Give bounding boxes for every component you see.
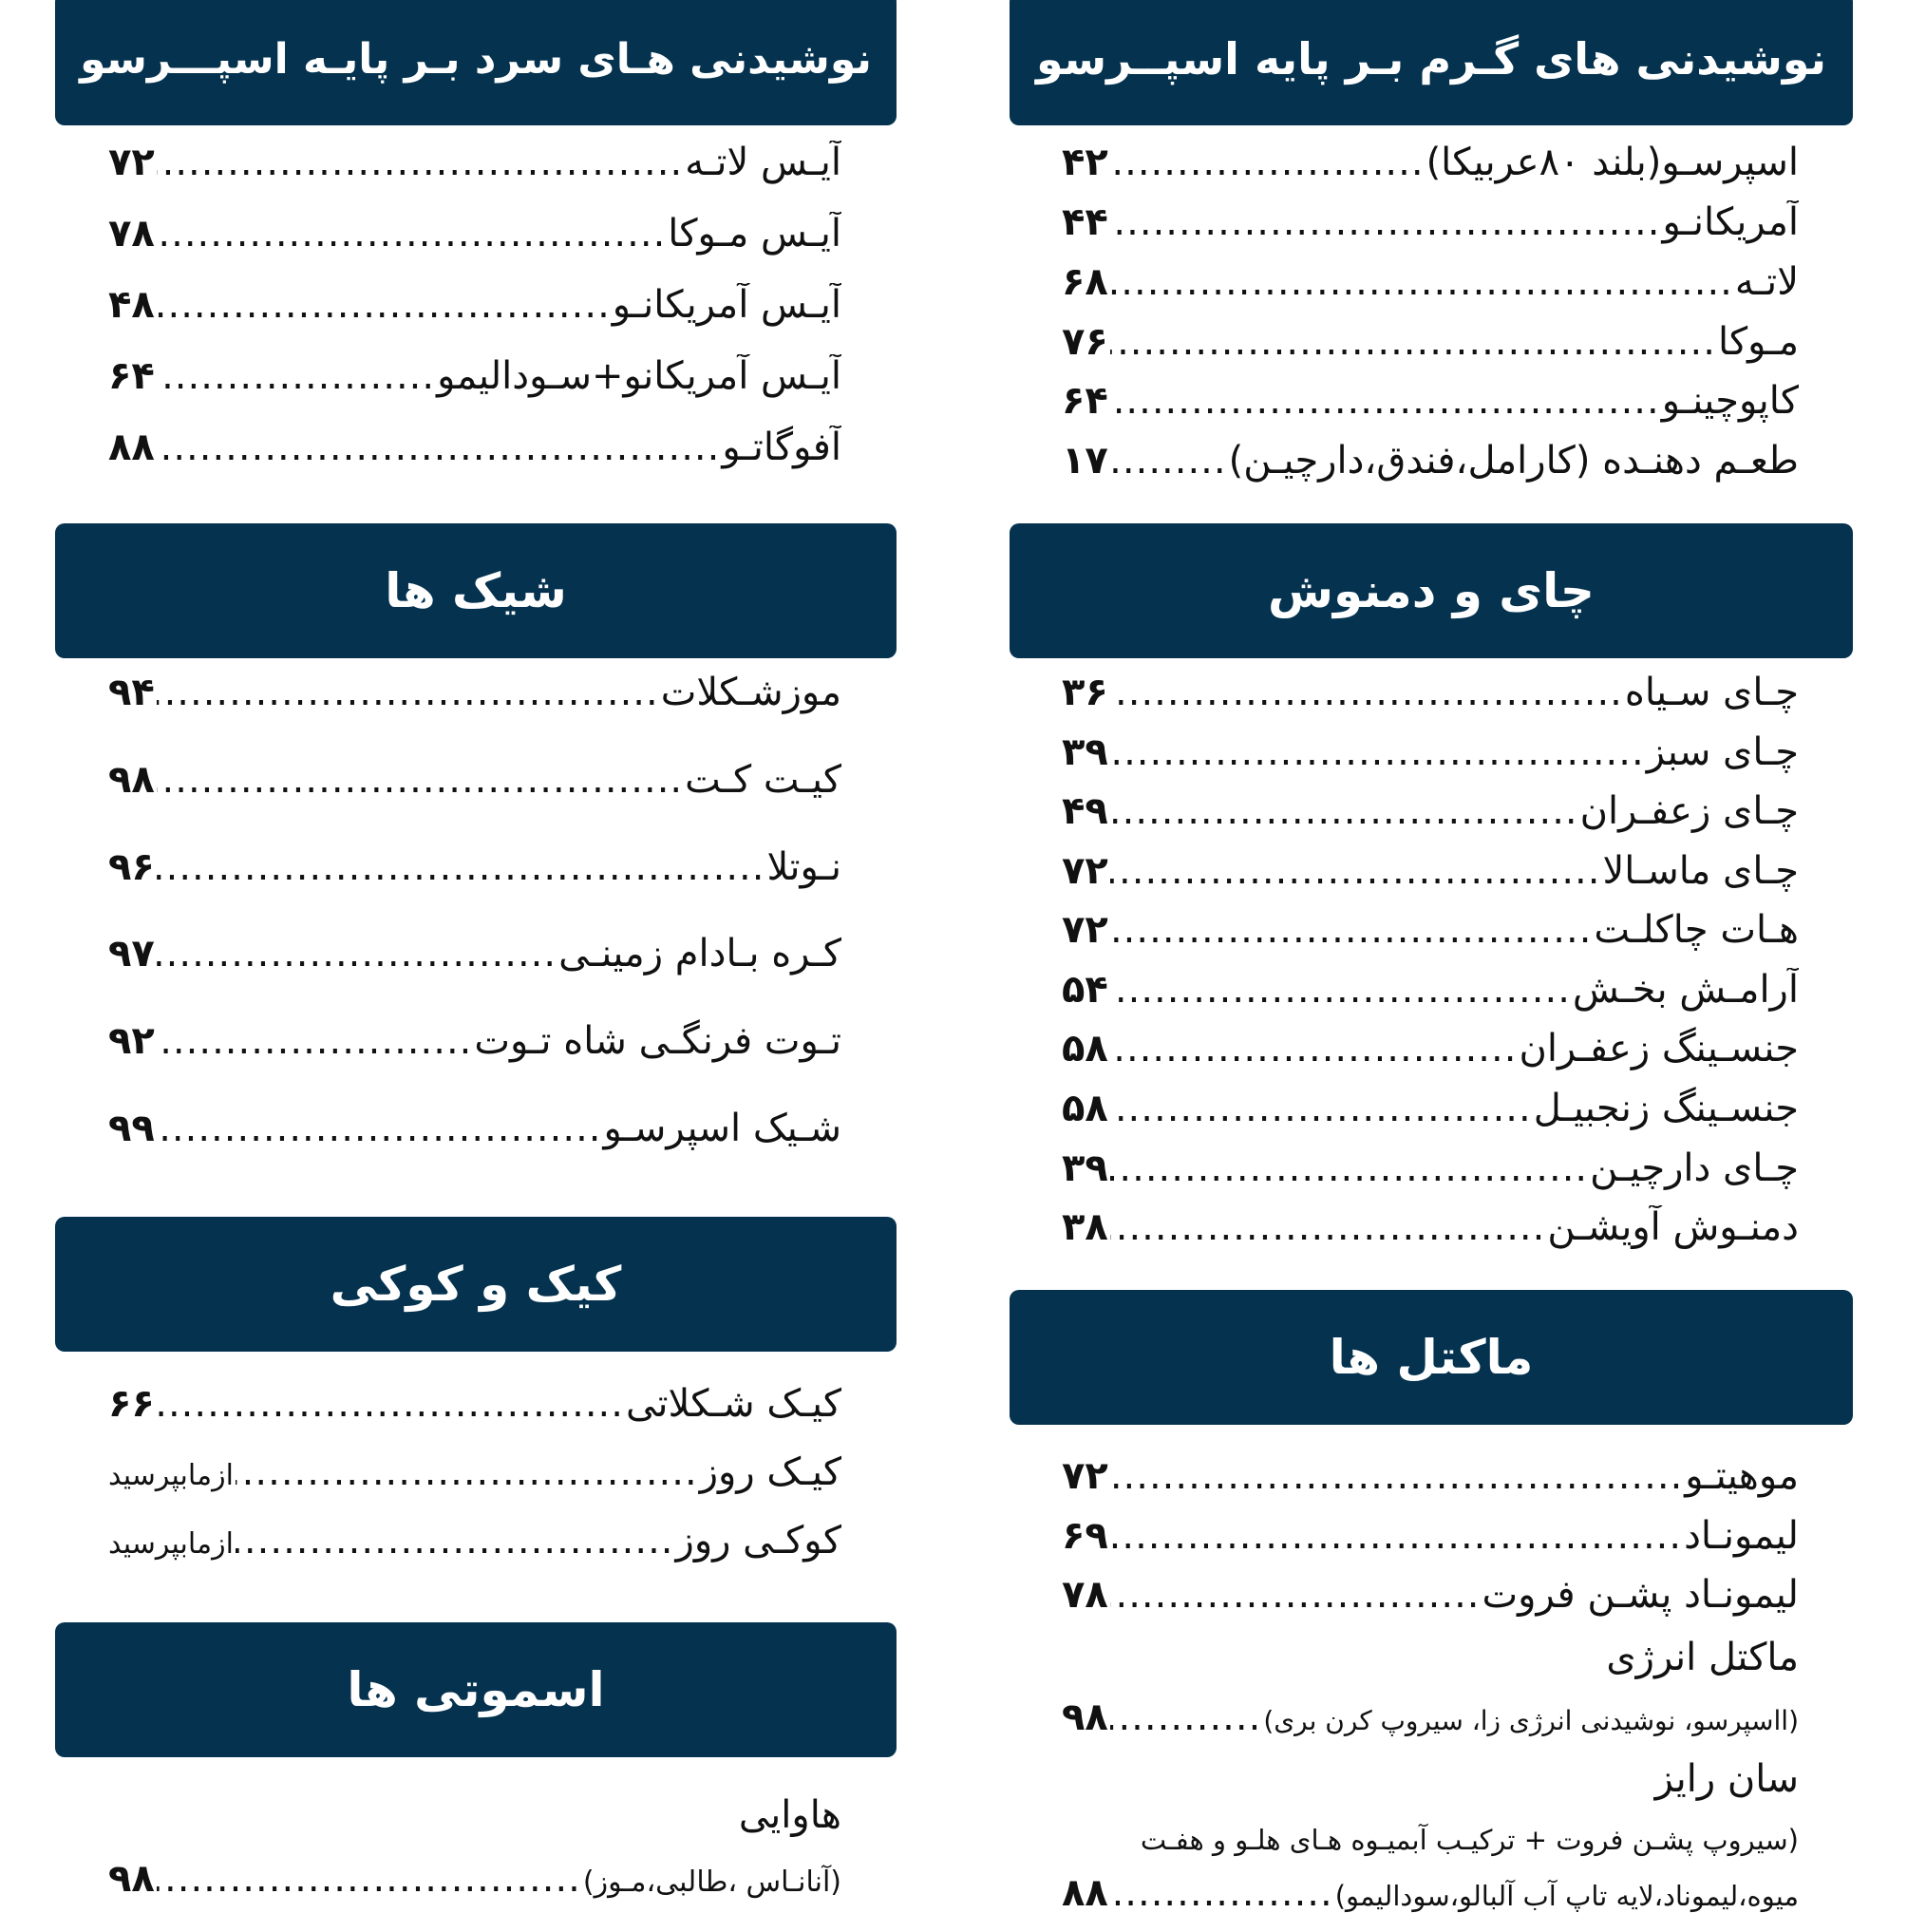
menu-item-row (108, 1450, 841, 1511)
leader-dots (157, 141, 683, 184)
leader-dots (1110, 260, 1733, 304)
item-name: اسپرسـو(بلند ۸۰عربیکا) (1426, 141, 1799, 184)
item-price: ۵۸ (1062, 1027, 1108, 1070)
leader-dots (1110, 789, 1578, 833)
leader-dots (1110, 1027, 1518, 1070)
item-name: کوکـی روز (675, 1519, 841, 1563)
item-name: آرامـش بخـش (1572, 968, 1799, 1012)
leader-dots (1110, 200, 1661, 244)
leader-dots (1110, 1695, 1262, 1739)
menu-item-row (1062, 671, 1799, 731)
item-name: مـوکا (1717, 320, 1799, 364)
item-price: ۳۸ (1062, 1205, 1108, 1249)
item-price: ۸۸ (1062, 1871, 1108, 1915)
item-price: ۴۲ (1062, 141, 1108, 184)
menu-item-row (1062, 1146, 1799, 1207)
menu-item-row (108, 426, 841, 486)
tea-title: چای و دمنوش (1268, 563, 1595, 618)
menu-item-row (1062, 379, 1799, 440)
item-name: چـای سـیاه (1624, 671, 1799, 714)
shakes-title: شیک ها (385, 563, 567, 618)
item-name: موهیتـو (1685, 1454, 1799, 1498)
menu-item-row (108, 1107, 841, 1167)
item-price: ۵۸ (1062, 1087, 1108, 1130)
item-name: آفوگاتـو (722, 426, 841, 469)
menu-item-row (108, 1519, 841, 1580)
menu-item-row (1062, 141, 1799, 201)
item-price: ۱۷ (1062, 439, 1108, 483)
leader-dots (1110, 730, 1645, 774)
item-price: ۴۴ (1062, 200, 1108, 244)
menu-item-row (1062, 1871, 1799, 1932)
item-name: چـای سبز (1646, 730, 1799, 774)
leader-dots (1110, 141, 1425, 184)
menu-item-row (108, 212, 841, 273)
menu-item-row (1062, 1695, 1799, 1756)
item-name: جنسـینگ زنجبیـل (1533, 1087, 1799, 1130)
hot-espresso-title: نوشیدنی های گـرم بـر پایه اسپــرسو (1036, 33, 1826, 85)
leader-dots (157, 1107, 602, 1150)
item-price: ۷۲ (1062, 849, 1108, 893)
hot-espresso-header (1010, 0, 1853, 125)
item-name: شـیک اسپرسـو (603, 1107, 841, 1150)
cold-espresso-title: نوشیدنی هـای سرد بـر پایـه اسپـــرسو (80, 34, 872, 84)
menu-item-row (1062, 1573, 1799, 1634)
menu-item-row (1062, 260, 1799, 321)
item-price: ۹۲ (108, 1019, 155, 1063)
menu-item-row (1062, 200, 1799, 261)
item-name: کیـک شـکلاتی (625, 1382, 841, 1426)
item-name: کاپوچینـو (1661, 379, 1799, 423)
item-price: ۷۸ (108, 212, 155, 256)
leader-dots (1110, 1205, 1546, 1249)
item-price: ۶۴ (1062, 379, 1108, 423)
item-description: (آنانـاس ،طالبی،مـوز) (582, 1866, 841, 1899)
item-name: موزشـکلات (660, 671, 841, 714)
item-price: ۳۹ (1062, 1146, 1108, 1190)
leader-dots (157, 671, 659, 714)
leader-dots (1110, 968, 1571, 1012)
item-name: چـای ماسـالا (1602, 849, 1799, 893)
item-name: دمنـوش آویشـن (1547, 1205, 1799, 1249)
mocktails-title: ماکتل ها (1329, 1330, 1534, 1385)
item-name: نـوتلا (766, 845, 841, 889)
leader-dots (157, 212, 666, 256)
leader-dots (1110, 379, 1660, 423)
menu-item-row (108, 1019, 841, 1080)
item-price: ۶۶ (108, 1382, 155, 1426)
item-price: ۵۴ (1062, 968, 1108, 1012)
leader-dots (157, 354, 435, 398)
item-price: ۴۹ (1062, 789, 1108, 833)
item-name: لیمونـاد پشـن فروت (1482, 1573, 1799, 1617)
leader-dots (1110, 1573, 1481, 1617)
item-price: ۳۹ (1062, 730, 1108, 774)
menu-item-row (1062, 1205, 1799, 1266)
smoothies-title: اسموتی ها (347, 1662, 605, 1717)
leader-dots (157, 758, 683, 802)
item-name: هـات چاکلـت (1594, 908, 1799, 952)
item-price: ۹۸ (108, 1857, 155, 1901)
menu-item-row (1062, 1087, 1799, 1147)
leader-dots (1110, 908, 1593, 952)
item-description: میوه،لیموناد،لایه تاپ آب آلبالو،سودالیمو) (1334, 1880, 1799, 1912)
leader-dots (1110, 1087, 1532, 1130)
item-price: ۷۲ (1062, 908, 1108, 952)
hawaii-smoothie-name: هاوایی (738, 1793, 841, 1837)
menu-item-row (108, 845, 841, 906)
menu-item-row (108, 141, 841, 201)
item-name: کـره بـادام زمینـی (558, 932, 841, 975)
item-price: ۸۸ (108, 426, 155, 469)
item-price: ۷۶ (1062, 320, 1108, 364)
item-name: لیمونـاد (1684, 1514, 1799, 1558)
item-price: ۷۲ (108, 141, 155, 184)
item-price: ۹۷ (108, 932, 155, 975)
menu-item-row (1062, 789, 1799, 850)
leader-dots (1110, 849, 1601, 893)
cold-espresso-header (55, 0, 897, 125)
item-name: کیـک روز (699, 1450, 841, 1494)
item-price: ازمابپرسید (108, 1527, 234, 1561)
item-name: جنسـینگ زعفـران (1519, 1027, 1799, 1070)
leader-dots (1110, 1514, 1682, 1558)
item-name: چـای دارچیـن (1590, 1146, 1799, 1190)
item-name: لاتـه (1734, 260, 1799, 304)
leader-dots (157, 845, 765, 889)
item-price: ۹۸ (108, 758, 155, 802)
menu-item-row (108, 283, 841, 344)
menu-item-row (1062, 968, 1799, 1029)
tea-header (1010, 523, 1853, 658)
energy-mocktail-name: ماکتل انرژی (1606, 1636, 1799, 1679)
leader-dots (157, 283, 611, 327)
item-name: تـوت فرنگـی شاه تـوت (474, 1019, 841, 1063)
menu-item-row (1062, 1027, 1799, 1088)
menu-item-row (108, 932, 841, 993)
menu-item-row (1062, 849, 1799, 910)
sunrise-mocktail-name: سان رایز (1654, 1757, 1799, 1801)
item-price: ۶۴ (108, 354, 155, 398)
leader-dots (157, 1382, 624, 1426)
leader-dots (1110, 1454, 1683, 1498)
leader-dots (236, 1519, 674, 1563)
item-price: ۹۸ (1062, 1695, 1108, 1739)
item-price: ۷۲ (1062, 1454, 1108, 1498)
item-name: چـای زعفـران (1579, 789, 1799, 833)
menu-item-row (1062, 730, 1799, 791)
item-price: ازمابپرسید (108, 1459, 234, 1492)
leader-dots (1110, 1146, 1588, 1190)
item-description: (ااسپرسو، نوشیدنی انرژی زا، سیروپ کرن بری) (1263, 1705, 1799, 1736)
item-price: ۳۶ (1062, 671, 1108, 714)
menu-item-row (108, 671, 841, 731)
smoothies-header (55, 1622, 897, 1757)
leader-dots (1110, 320, 1716, 364)
item-name: آیـس مـوکا (668, 212, 841, 256)
menu-item-row (1062, 320, 1799, 381)
menu-item-row (108, 354, 841, 415)
item-price: ۷۸ (1062, 1573, 1108, 1617)
menu-item-row (1062, 439, 1799, 500)
menu-item-row (108, 1382, 841, 1443)
sunrise-description-line1: (سیروپ پشـن فروت + ترکیـب آبمیـوه هـای هلـو و هفـت (1140, 1824, 1799, 1856)
item-price: ۹۹ (108, 1107, 155, 1150)
leader-dots (1110, 1871, 1333, 1915)
item-price: ۴۸ (108, 283, 155, 327)
leader-dots (157, 426, 721, 469)
leader-dots (157, 932, 557, 975)
menu-item-row (1062, 1454, 1799, 1515)
menu-item-row (1062, 1514, 1799, 1575)
item-name: آیـس لاتـه (685, 141, 841, 184)
menu-item-row (108, 1857, 841, 1918)
menu-item-row (108, 758, 841, 819)
item-price: ۹۶ (108, 845, 155, 889)
leader-dots (157, 1019, 473, 1063)
item-price: ۶۸ (1062, 260, 1108, 304)
mocktails-header (1010, 1290, 1853, 1425)
cakes-header (55, 1217, 897, 1352)
item-name: آیـس آمریکانو+سـودالیمو (437, 354, 841, 398)
item-price: ۶۹ (1062, 1514, 1108, 1558)
leader-dots (157, 1857, 581, 1901)
shakes-header (55, 523, 897, 658)
leader-dots (236, 1450, 698, 1494)
leader-dots (1110, 671, 1623, 714)
menu-item-row (1062, 908, 1799, 969)
item-price: ۹۴ (108, 671, 155, 714)
item-name: آمریکانـو (1662, 200, 1799, 244)
leader-dots (1110, 439, 1227, 483)
cakes-title: کیک و کوکی (330, 1257, 622, 1312)
item-name: آیـس آمریکانـو (612, 283, 841, 327)
item-name: طعـم دهنـده (کارامل،فندق،دارچیـن) (1228, 439, 1799, 483)
item-name: کیـت کـت (685, 758, 841, 802)
